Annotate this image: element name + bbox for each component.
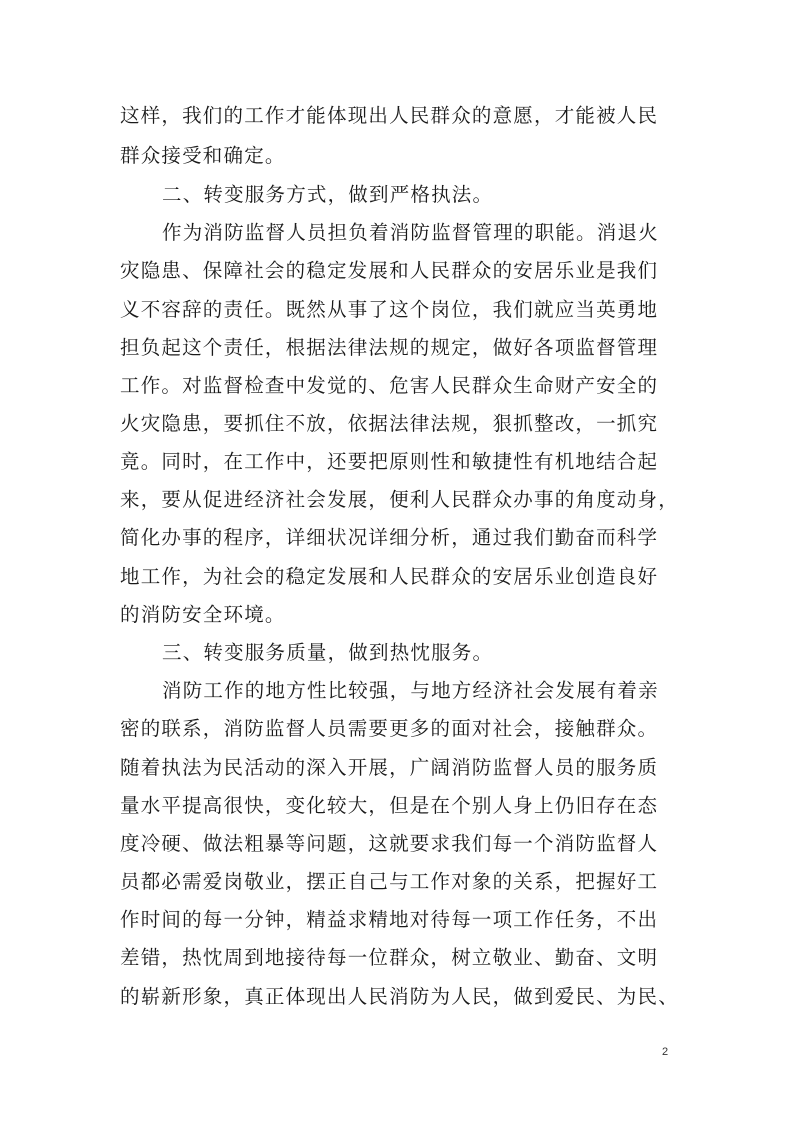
text-line: 简化办事的程序，详细状况详细分析，通过我们勤奋而科学 <box>120 526 659 549</box>
text-line: 地工作，为社会的稳定发展和人民群众的安居乐业创造良好 <box>120 565 659 588</box>
text-line: 差错，热忱周到地接待每一位群众，树立敬业、勤奋、文明 <box>120 946 659 969</box>
text-line: 灾隐患、保障社会的稳定发展和人民群众的安居乐业是我们 <box>120 259 659 282</box>
text-line: 担负起这个责任，根据法律法规的规定，做好各项监督管理 <box>120 336 659 359</box>
text-line: 群众接受和确定。 <box>120 144 286 167</box>
text-line: 火灾隐患，要抓住不放，依据法律法规，狠抓整改，一抓究 <box>120 412 659 435</box>
text-line: 义不容辞的责任。既然从事了这个岗位，我们就应当英勇地 <box>120 298 659 321</box>
text-line: 竟。同时，在工作中，还要把原则性和敏捷性有机地结合起 <box>120 450 659 473</box>
text-line: 的消防安全环境。 <box>120 603 286 626</box>
text-line: 量水平提高很快，变化较大，但是在个别人身上仍旧存在态 <box>120 794 659 817</box>
text-line: 来，要从促进经济社会发展，便利人民群众办事的角度动身， <box>120 488 679 511</box>
text-line: 工作。对监督检查中发觉的、危害人民群众生命财产安全的 <box>120 374 659 397</box>
page-number: 2 <box>662 1046 669 1058</box>
text-line: 作为消防监督人员担负着消防监督管理的职能。消退火 <box>162 221 659 244</box>
text-line: 随着执法为民活动的深入开展，广阔消防监督人员的服务质 <box>120 756 659 779</box>
text-line: 作时间的每一分钟，精益求精地对待每一项工作任务，不出 <box>120 908 659 931</box>
text-line: 密的联系，消防监督人员需要更多的面对社会，接触群众。 <box>120 717 659 740</box>
text-line: 消防工作的地方性比较强，与地方经济社会发展有着亲 <box>162 679 659 702</box>
text-line: 的崭新形象，真正体现出人民消防为人民，做到爱民、为民、 <box>120 985 679 1008</box>
text-line: 度冷硬、做法粗暴等问题，这就要求我们每一个消防监督人 <box>120 832 659 855</box>
section-heading: 三、转变服务质量，做到热忱服务。 <box>162 641 494 664</box>
text-line: 员都必需爱岗敬业，摆正自己与工作对象的关系，把握好工 <box>120 870 659 893</box>
text-line: 这样，我们的工作才能体现出人民群众的意愿，才能被人民 <box>120 104 659 127</box>
section-heading: 二、转变服务方式，做到严格执法。 <box>162 183 494 206</box>
